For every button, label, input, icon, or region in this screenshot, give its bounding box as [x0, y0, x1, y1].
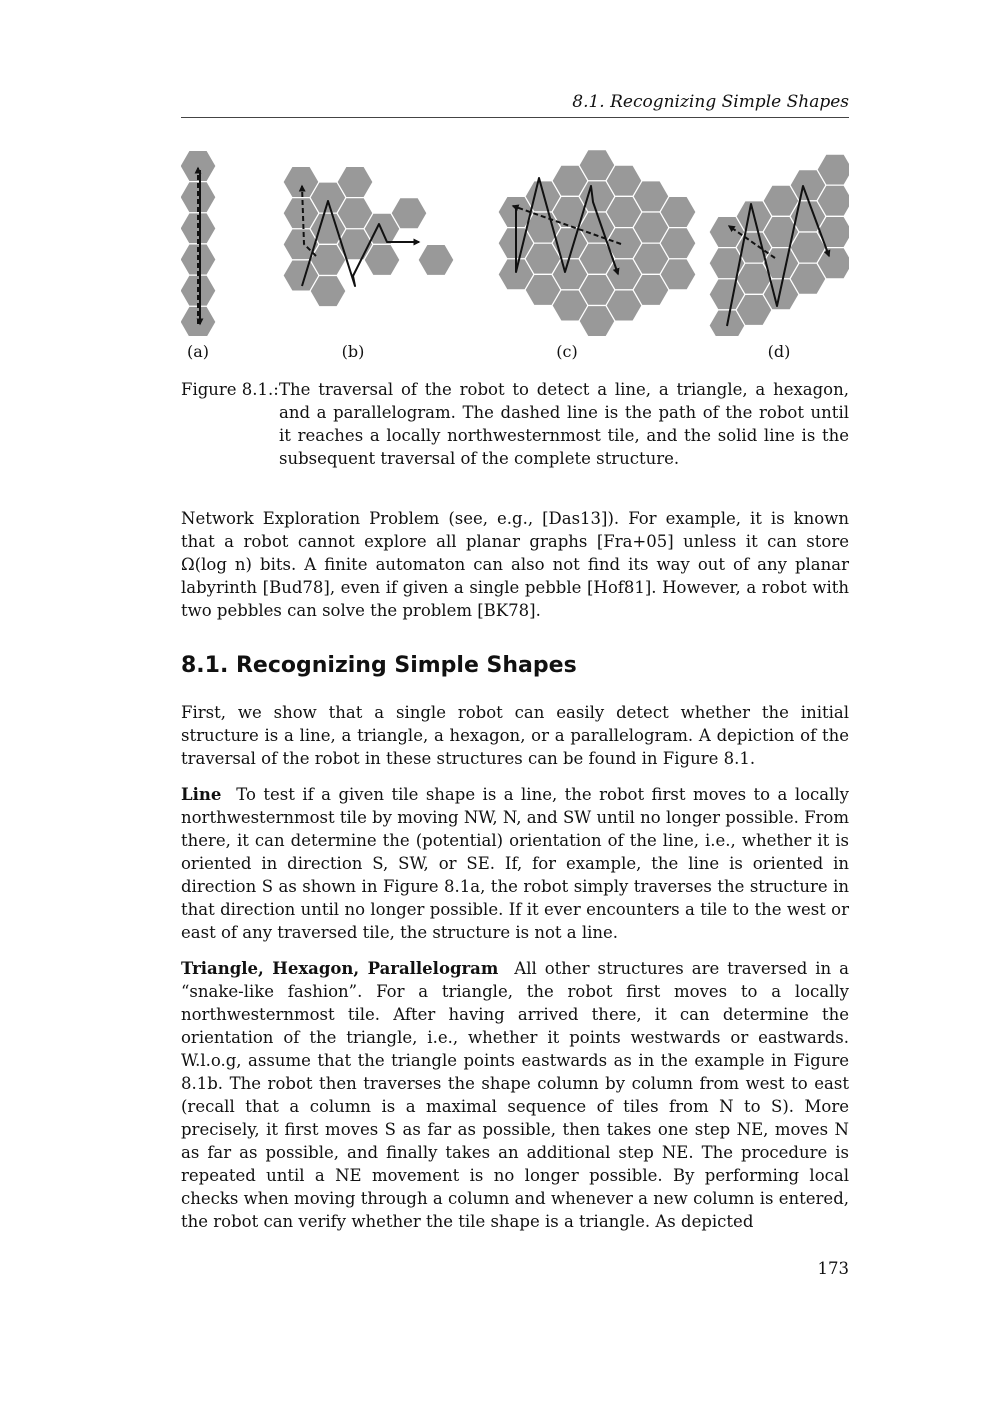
running-head: 8.1. Recognizing Simple Shapes	[181, 92, 849, 118]
tile-triangle	[418, 244, 454, 275]
line-paragraph-heading: Line	[181, 785, 222, 804]
section-title: 8.1. Recognizing Simple Shapes	[181, 653, 577, 678]
panel-label-a: (a)	[186, 342, 210, 361]
panel-label-c: (c)	[556, 342, 578, 361]
shapes-paragraph-heading: Triangle, Hexagon, Parallelogram	[181, 959, 499, 978]
section-intro-paragraph: First, we show that a single robot can easily detect whether the initial structure is a line, a triangle, a hexagon, or a parallelogram. A depiction of the traversal of the robot in these structures can be found in Figure 8.1.	[181, 703, 849, 768]
line-paragraph	[181, 783, 849, 944]
line-paragraph-text: To test if a given tile shape is a line, the robot first moves to a locally northwesternmost tile by moving NW, N, and SW until no longer possible. From there, it can determine the (potential) orientation of the line, i.e., whether it is oriented in direction S, SW, or SE. If, for example, the line is oriented in direction S as shown in Figure 8.1a, the robot simply traverses the structure in that direction until no longer possible. If it ever encounters a tile to the west or east of any traversed tile, the structure is not a line.	[181, 785, 850, 942]
page-number: 173	[817, 1259, 849, 1278]
figure-8-1	[181, 146, 849, 370]
caption-text: The traversal of the robot to detect a line, a triangle, a hexagon, and a parallelogram. The dashed line is the path of the robot until it reaches a locally northwesternmost tile, and the solid line is the subsequent traversal of the complete structure.	[279, 380, 849, 468]
caption-label: Figure 8.1.:	[181, 380, 279, 399]
figure-hex-diagram	[181, 146, 849, 336]
shapes-paragraph-text: All other structures are traversed in a “snake-like fashion”. For a triangle, the robot first moves to a locally northwesternmost tile. After having arrived there, it can determine the orientation of the triangle, i.e., whether it points westwards or eastwards. W.l.o.g, assume that the triangle points eastwards as in the example in Figure 8.1b. The robot then traverses the shape column by column from west to east (recall that a column is a maximal sequence of tiles from N to S). More precisely, it first moves S as far as possible, then takes one step NE, moves N as far as possible, and finally takes an additional step NE. The procedure is repeated until a NE movement is no longer possible. By performing local checks when moving through a column and whenever a new column is entered, the robot can verify whether the tile shape is a triangle. As depicted	[181, 959, 849, 1231]
intro-paragraph: Network Exploration Problem (see, e.g., [Das13]). For example, it is known that a robot cannot explore all planar graphs [Fra+05] unless it can store Ω(log n) bits. A finite automaton can also not find its way out of any planar labyrinth [Bud78], even if given a single pebble [Hof81]. However, a robot with two pebbles can solve the problem [BK78].	[181, 509, 849, 620]
panel-label-d: (d)	[767, 342, 791, 361]
shapes-paragraph	[181, 957, 849, 1233]
panel-label-b: (b)	[341, 342, 365, 361]
figure-caption	[181, 378, 849, 470]
